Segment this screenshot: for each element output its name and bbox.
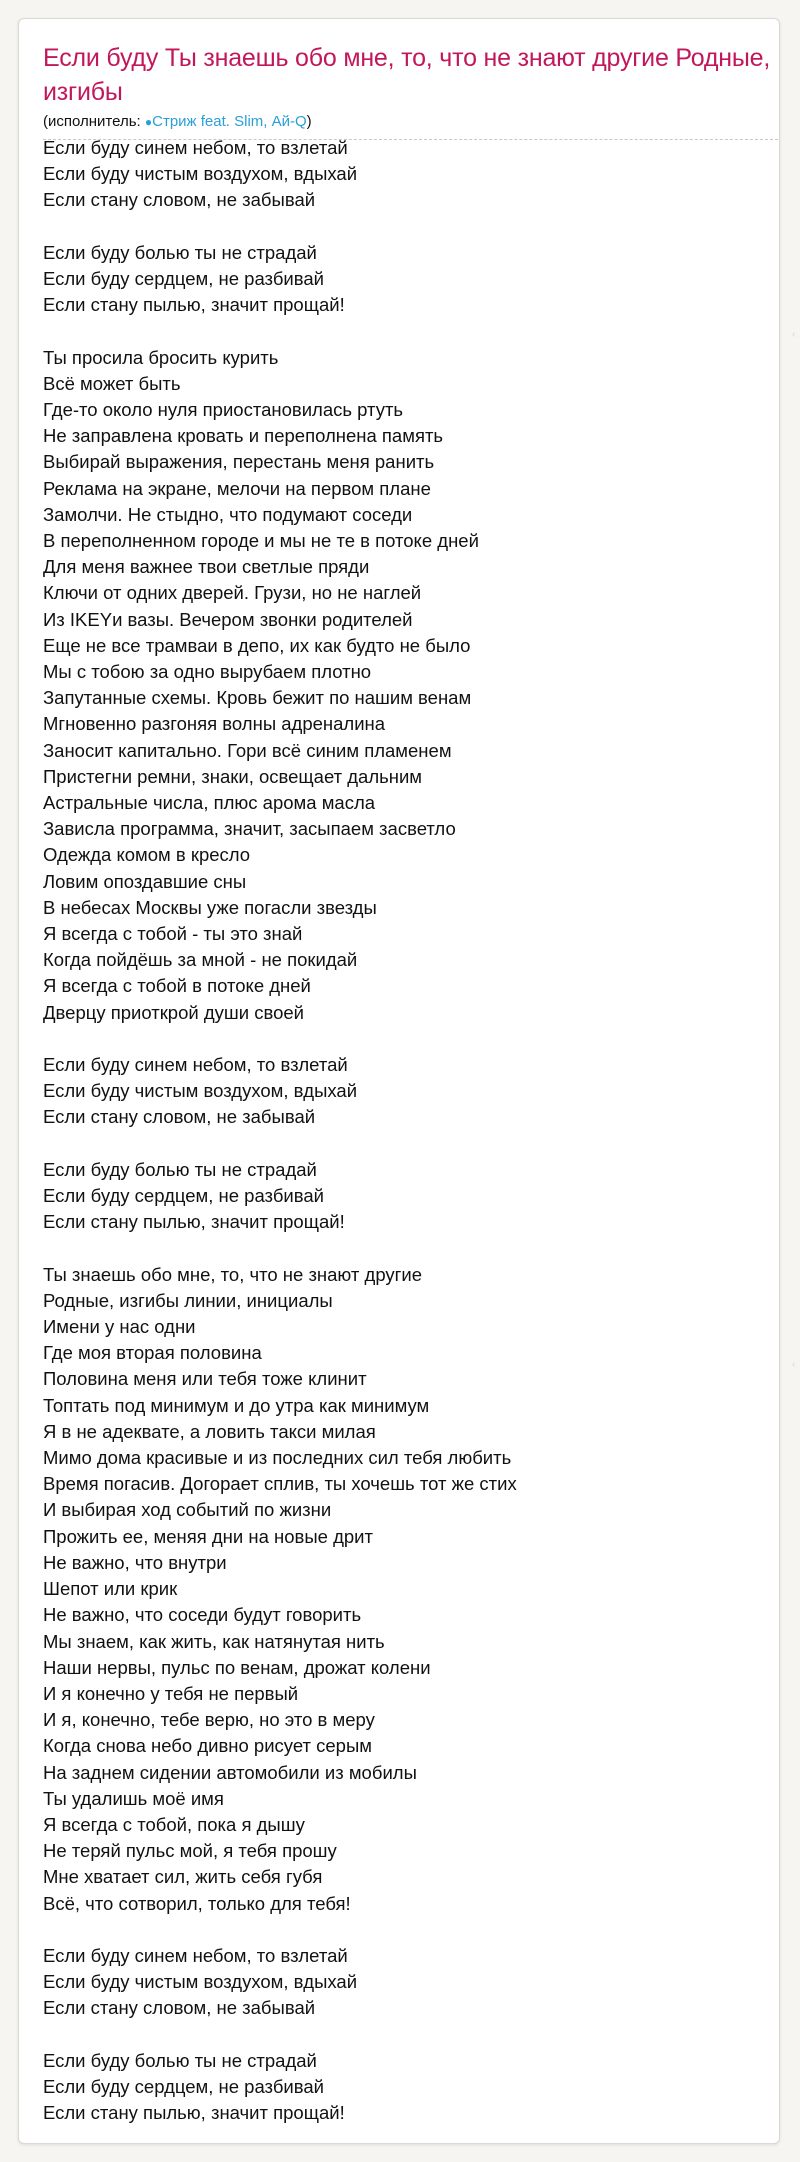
stanza-break [43, 2022, 763, 2048]
performer-suffix: ) [306, 113, 312, 130]
stanza-break [43, 318, 763, 344]
performer-bullet-icon: ● [144, 115, 153, 129]
lyric-line: Запутанные схемы. Кровь бежит по нашим венам [43, 687, 472, 709]
lyric-line: Ловим опоздавшие сны [43, 870, 247, 892]
lyric-line: Если стану словом, не забывай [43, 189, 316, 211]
lyric-line: Когда снова небо дивно рисует серым [43, 1735, 372, 1757]
lyrics-text [43, 135, 763, 2126]
lyric-line: Зависла программа, значит, засыпаем засветло [43, 818, 456, 840]
lyrics-card [18, 18, 780, 2144]
lyric-line: Я всегда с тобой - ты это знай [43, 923, 303, 945]
lyric-line: Не заправлена кровать и переполнена память [43, 425, 444, 447]
lyric-line: И я конечно у тебя не первый [43, 1682, 299, 1704]
lyric-line: Выбирай выражения, перестань меня ранить [43, 451, 435, 473]
lyric-line: Еще не все трамваи в депо, их как будто не было [43, 634, 471, 656]
stanza-break [43, 1917, 763, 1943]
lyric-line: В переполненном городе и мы не те в потоке дней [43, 530, 479, 552]
performer-link[interactable]: Стриж feat. Slim, Ай-Q [152, 113, 307, 130]
lyric-line: И я, конечно, тебе верю, но это в меру [43, 1709, 375, 1731]
lyric-line: Если буду сердцем, не разбивай [43, 268, 324, 289]
lyric-line: Из IKEYи вазы. Вечером звонки родителей [43, 608, 413, 630]
lyric-line: Реклама на экране, мелочи на первом плане [43, 477, 431, 499]
lyric-line: Астральные числа, плюс арома масла [43, 792, 376, 814]
lyric-line: Когда пойдёшь за мной - не покидай [43, 949, 358, 971]
edge-mark-icon: ‹ [792, 329, 796, 340]
lyric-line: Заносит капитально. Гори всё синим пламенем [43, 739, 452, 761]
lyric-line: Мы знаем, как жить, как натянутая нить [43, 1630, 385, 1652]
lyric-line: Если буду синем небом, то взлетай [43, 1944, 348, 1966]
lyric-line: Топтать под минимум и до утра как минимум [43, 1394, 430, 1416]
lyric-line: Мгновенно разгоняя волны адреналина [43, 713, 386, 735]
lyric-line: Где-то около нуля приостановилась ртуть [43, 399, 404, 420]
lyric-line: И выбирая ход событий по жизни [43, 1499, 332, 1521]
lyric-line: Если стану пылью, значит прощай! [43, 1211, 345, 1233]
lyric-line: Если буду чистым воздухом, вдыхай [43, 1971, 358, 1993]
lyric-line: Время погасив. Догорает сплив, ты хочешь тот же стих [43, 1473, 517, 1495]
lyric-line: Всё может быть [43, 372, 181, 394]
lyric-line: Прожить ее, меняя дни на новые дрит [43, 1525, 373, 1547]
lyric-line: На заднем сидении автомобили из мобилы [43, 1761, 417, 1783]
lyric-line: Если стану пылью, значит прощай! [43, 2102, 345, 2124]
lyric-line: Если буду синем небом, то взлетай [43, 137, 348, 158]
lyric-line: Мне хватает сил, жить себя губя [43, 1866, 323, 1888]
stanza-break [43, 1131, 763, 1157]
lyric-line: Пристегни ремни, знаки, освещает дальним [43, 765, 423, 787]
lyric-line: В небесах Москвы уже погасли звезды [43, 896, 377, 918]
lyric-line: Я всегда с тобой, пока я дышу [43, 1813, 305, 1835]
lyric-line: Шепот или крик [43, 1578, 178, 1600]
stanza-break [43, 1026, 763, 1052]
lyric-line: Где моя вторая половина [43, 1342, 262, 1364]
lyric-line: Если буду болью ты не страдай [43, 1158, 317, 1180]
lyric-line: Не важно, что внутри [43, 1551, 227, 1573]
lyric-line: Дверцу приоткрой души своей [43, 1001, 304, 1023]
lyric-line: Половина меня или тебя тоже клинит [43, 1368, 367, 1390]
lyric-line: Если буду чистым воздухом, вдыхай [43, 1080, 358, 1102]
lyric-line: Я в не адеквате, а ловить такси милая [43, 1420, 376, 1442]
lyric-line: Ключи от одних дверей. Грузи, но не наглей [43, 582, 422, 604]
lyric-line: Мы с тобою за одно вырубаем плотно [43, 661, 372, 683]
lyric-line: Наши нервы, пульс по венам, дрожат колени [43, 1656, 431, 1678]
lyric-line: Не теряй пульс мой, я тебя прошу [43, 1840, 337, 1862]
lyric-line: Всё, что сотворил, только для тебя! [43, 1892, 351, 1914]
lyric-line: Мимо дома красивые и из последних сил тебя любить [43, 1447, 512, 1469]
lyric-line: Для меня важнее твои светлые пряди [43, 556, 370, 578]
song-title: Если буду Ты знаешь обо мне, то, что не знают другие Родные, изгибы [43, 44, 771, 106]
lyric-line: Если буду чистым воздухом, вдыхай [43, 163, 358, 185]
lyric-line: Если стану пылью, значит прощай! [43, 294, 345, 316]
performer-prefix: (исполнитель: [43, 113, 145, 130]
lyric-line: Если буду синем небом, то взлетай [43, 1054, 348, 1076]
lyric-line: Если буду болью ты не страдай [43, 241, 317, 263]
edge-mark-icon: ‹ [792, 1359, 796, 1370]
stanza-break [43, 214, 763, 240]
lyric-line: Имени у нас одни [43, 1316, 196, 1338]
lyric-line: Не важно, что соседи будут говорить [43, 1604, 362, 1626]
lyric-line: Если стану словом, не забывай [43, 1997, 316, 2019]
lyric-line: Ты знаешь обо мне, то, что не знают другие [43, 1263, 423, 1285]
lyric-line: Ты удалишь моё имя [43, 1787, 224, 1809]
lyric-line: Если буду сердцем, не разбивай [43, 2075, 324, 2097]
lyric-line: Если буду сердцем, не разбивай [43, 1185, 324, 1207]
lyric-line: Одежда комом в кресло [43, 844, 251, 866]
lyric-line: Ты просила бросить курить [43, 346, 279, 368]
side-decoration [790, 0, 800, 2162]
stanza-break [43, 1235, 763, 1261]
lyric-line: Если стану словом, не забывай [43, 1106, 316, 1128]
lyric-line: Родные, изгибы линии, инициалы [43, 1289, 333, 1311]
lyric-line: Если буду болью ты не страдай [43, 2049, 317, 2071]
lyric-line: Замолчи. Не стыдно, что подумают соседи [43, 503, 413, 525]
lyric-line: Я всегда с тобой в потоке дней [43, 975, 311, 997]
song-header [43, 41, 778, 140]
